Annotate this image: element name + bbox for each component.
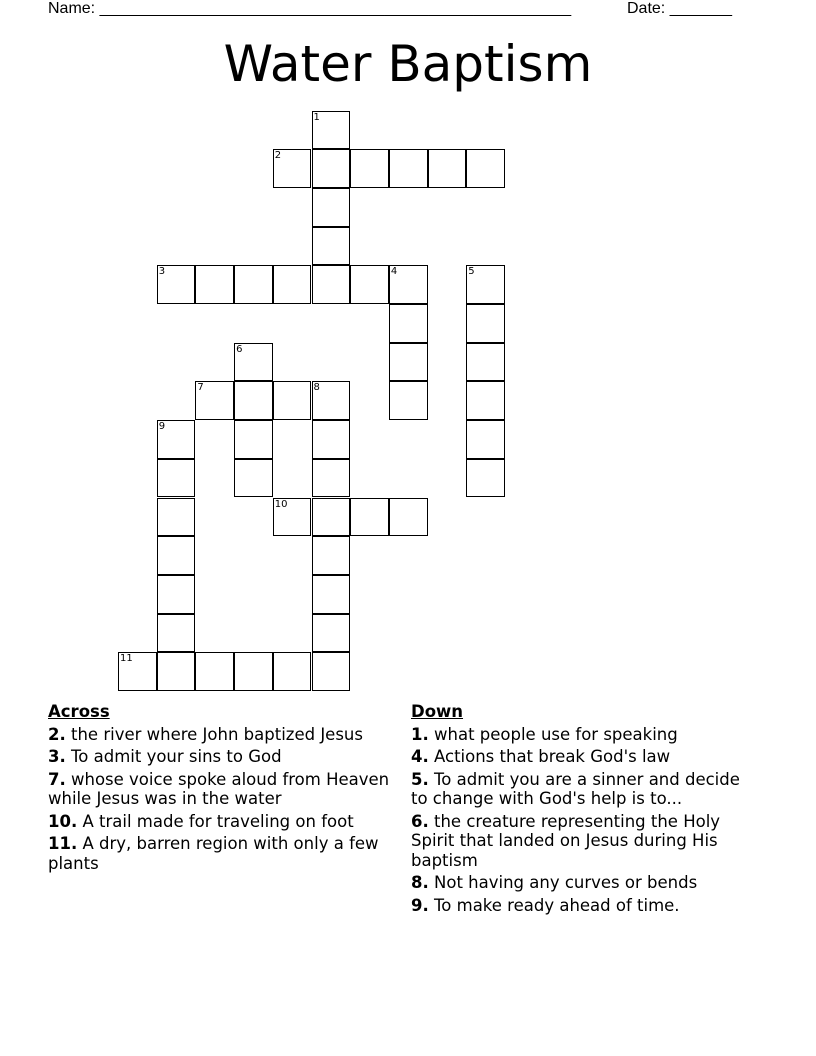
grid-cell[interactable] (428, 149, 467, 188)
clue-number: 9. (411, 895, 429, 915)
grid-cell[interactable] (273, 498, 312, 537)
grid-cell[interactable] (195, 381, 234, 420)
down-clue (411, 725, 761, 745)
grid-cell[interactable] (273, 149, 312, 188)
down-clues (411, 702, 761, 918)
across-clue (48, 747, 393, 767)
down-heading: Down (411, 702, 464, 721)
grid-cell[interactable] (389, 498, 428, 537)
grid-cell[interactable] (466, 265, 505, 304)
clue-number: 4. (411, 747, 429, 766)
grid-cell[interactable] (312, 188, 351, 227)
down-clue (411, 770, 761, 809)
grid-cell[interactable] (350, 498, 389, 537)
grid-cell[interactable] (312, 265, 351, 304)
grid-cell[interactable] (118, 652, 157, 691)
clue-number: 3. (48, 747, 66, 766)
across-clue (48, 770, 393, 809)
across-clue (48, 834, 393, 873)
down-clue (411, 747, 761, 767)
grid-cell[interactable] (234, 343, 273, 382)
clue-text: To make ready ahead of time. (434, 895, 680, 915)
cell-number: 3 (158, 266, 166, 278)
across-heading: Across (48, 702, 110, 721)
grid-cell[interactable] (195, 265, 234, 304)
grid-cell[interactable] (273, 381, 312, 420)
grid-cell[interactable] (234, 459, 273, 498)
grid-cell[interactable] (312, 575, 351, 614)
grid-cell[interactable] (312, 652, 351, 691)
grid-cell[interactable] (389, 343, 428, 382)
grid-cell[interactable] (389, 304, 428, 343)
cell-number: 5 (468, 266, 475, 278)
grid-cell[interactable] (466, 149, 505, 188)
grid-cell[interactable] (312, 420, 351, 459)
grid-cell[interactable] (157, 498, 196, 537)
grid-cell[interactable] (157, 575, 196, 614)
cell-number: 2 (274, 150, 282, 162)
grid-cell[interactable] (312, 227, 351, 266)
clue-text: To admit your sins to God (71, 747, 282, 766)
clue-number: 5. (411, 769, 429, 789)
grid-cell[interactable] (466, 459, 505, 498)
grid-cell[interactable] (350, 265, 389, 304)
grid-cell[interactable] (157, 614, 196, 653)
grid-cell[interactable] (466, 304, 505, 343)
across-clue (48, 725, 393, 745)
grid-cell[interactable] (350, 149, 389, 188)
cell-number: 7 (197, 382, 204, 394)
grid-cell[interactable] (466, 381, 505, 420)
cell-number: 8 (313, 382, 320, 394)
down-clue (411, 873, 761, 893)
grid-cell[interactable] (195, 652, 234, 691)
clue-number: 10. (48, 811, 78, 831)
cell-number: 1 (313, 111, 320, 123)
down-clue (411, 812, 761, 871)
clue-text: whose voice spoke aloud from Heaven while Jesus was in the water (48, 769, 390, 808)
grid-cell[interactable] (234, 265, 273, 304)
clue-text: A dry, barren region with only a few plants (48, 834, 379, 873)
grid-cell[interactable] (273, 265, 312, 304)
cell-number: 9 (158, 421, 166, 433)
grid-cell[interactable] (273, 652, 312, 691)
grid-cell[interactable] (389, 149, 428, 188)
clue-number: 6. (411, 811, 429, 831)
across-clue (48, 812, 393, 832)
across-clues (48, 702, 393, 876)
clue-text: the river where John baptized Jesus (71, 724, 363, 744)
cell-number: 11 (120, 653, 133, 665)
grid-cell[interactable] (466, 420, 505, 459)
date-blank[interactable]: _______ (669, 0, 732, 17)
down-clue (411, 896, 761, 916)
cell-number: 4 (390, 266, 398, 278)
clue-number: 1. (411, 724, 429, 744)
grid-cell[interactable] (157, 536, 196, 575)
grid-cell[interactable] (312, 498, 351, 537)
date-label: Date: (627, 0, 666, 17)
grid-cell[interactable] (157, 265, 196, 304)
grid-cell[interactable] (234, 420, 273, 459)
grid-cell[interactable] (312, 459, 351, 498)
grid-cell[interactable] (466, 343, 505, 382)
clue-text: To admit you are a sinner and decide to change with God's help is to... (411, 769, 740, 808)
grid-cell[interactable] (312, 381, 351, 420)
clue-text: A trail made for traveling on foot (82, 811, 354, 831)
clue-text: Actions that break God's law (434, 747, 671, 766)
grid-cell[interactable] (157, 652, 196, 691)
grid-cell[interactable] (312, 536, 351, 575)
clue-number: 7. (48, 769, 66, 789)
clue-number: 2. (48, 724, 66, 744)
name-label: Name: (48, 0, 96, 17)
grid-cell[interactable] (312, 149, 351, 188)
clue-number: 8. (411, 873, 429, 892)
name-blank[interactable]: _____________________________________________________ (99, 0, 572, 17)
grid-cell[interactable] (312, 614, 351, 653)
clue-number: 11. (48, 834, 78, 853)
grid-cell[interactable] (157, 420, 196, 459)
grid-cell[interactable] (389, 381, 428, 420)
page-title: Water Baptism (223, 35, 593, 93)
grid-cell[interactable] (157, 459, 196, 498)
clue-text: Not having any curves or bends (434, 873, 698, 892)
clue-text: what people use for speaking (434, 724, 678, 744)
grid-cell[interactable] (312, 111, 351, 150)
grid-cell[interactable] (389, 265, 428, 304)
grid-cell[interactable] (234, 652, 273, 691)
clue-text: the creature representing the Holy Spirit that landed on Jesus during His baptism (411, 811, 721, 870)
grid-cell[interactable] (234, 381, 273, 420)
cell-number: 10 (274, 498, 288, 510)
cell-number: 6 (236, 343, 243, 355)
